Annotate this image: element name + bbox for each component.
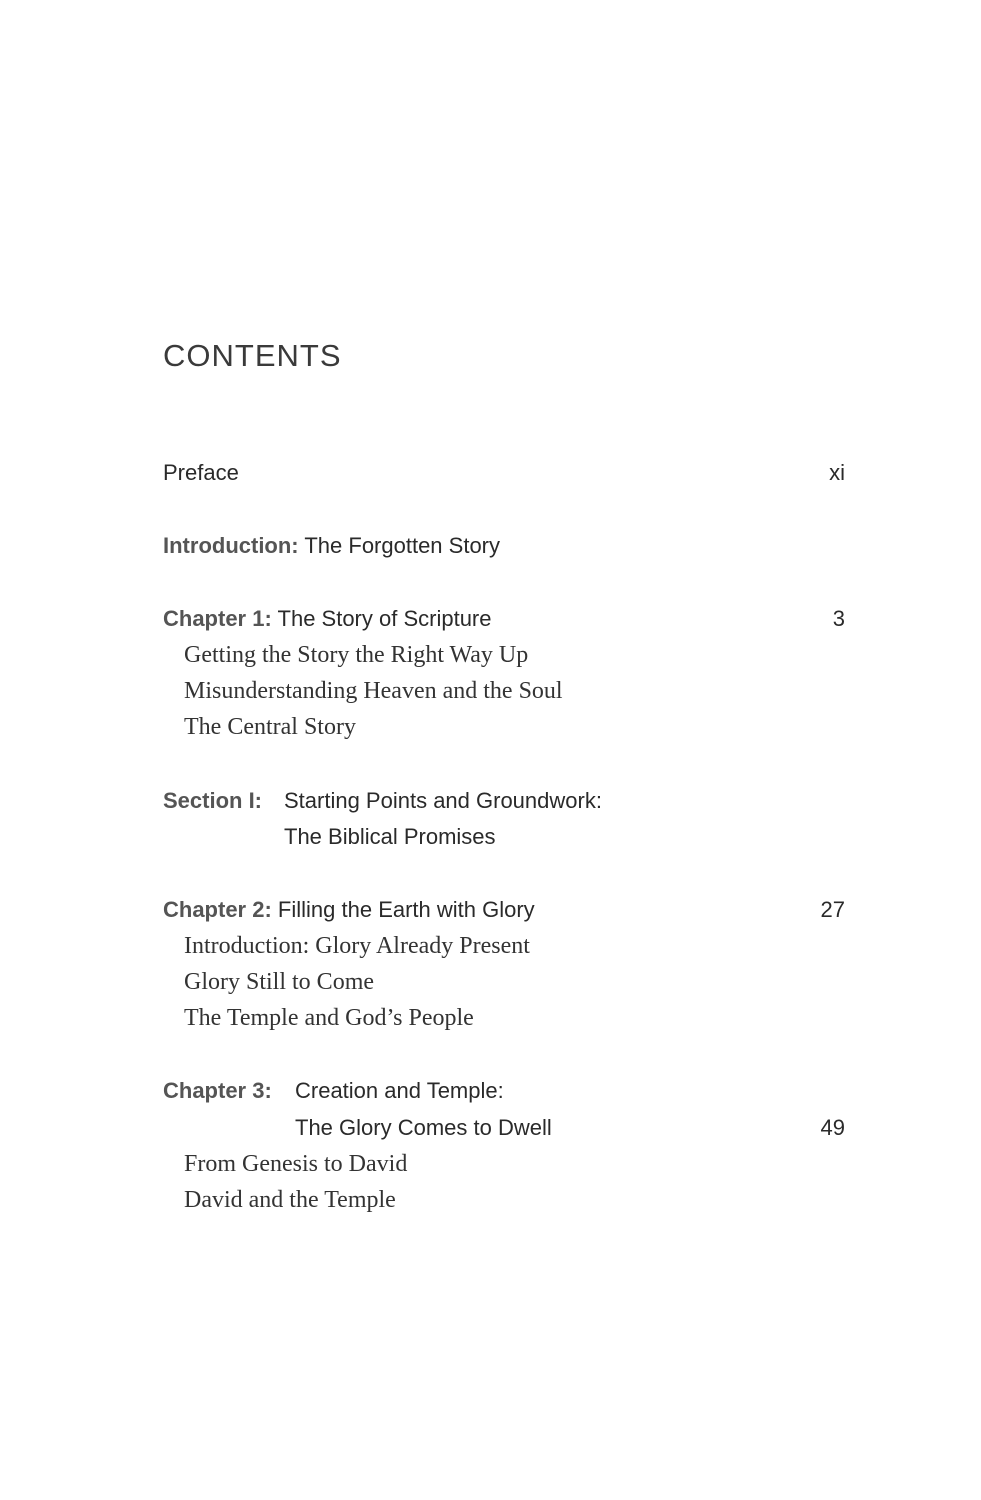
toc-label: Chapter 1: bbox=[163, 606, 272, 631]
toc-entry-introduction[interactable] bbox=[163, 531, 845, 561]
toc-page-number: 49 bbox=[820, 1115, 845, 1140]
toc-label: Introduction: bbox=[163, 533, 299, 558]
toc-title: The Glory Comes to Dwell bbox=[295, 1115, 552, 1140]
toc-page-number: 27 bbox=[820, 897, 845, 922]
toc-entry-preface[interactable] bbox=[163, 458, 845, 488]
toc-subsection[interactable]: Misunderstanding Heaven and the Soul bbox=[184, 678, 563, 704]
toc-subsection[interactable]: Introduction: Glory Already Present bbox=[184, 933, 530, 959]
toc-page-number: 3 bbox=[832, 606, 845, 631]
toc-title: The Story of Scripture bbox=[277, 606, 492, 631]
page-title: CONTENTS bbox=[163, 338, 342, 373]
toc-label: Chapter 3: bbox=[163, 1078, 272, 1103]
toc-subsection[interactable]: From Genesis to David bbox=[184, 1151, 408, 1177]
toc-subsection[interactable]: The Temple and God’s People bbox=[184, 1005, 474, 1031]
toc-subsection[interactable]: The Central Story bbox=[184, 714, 356, 740]
toc-subsection[interactable]: Getting the Story the Right Way Up bbox=[184, 642, 529, 668]
toc-entry-section-1[interactable] bbox=[163, 786, 845, 816]
toc-page-number: xi bbox=[829, 460, 845, 485]
toc-title: The Forgotten Story bbox=[304, 533, 501, 558]
toc-subsection[interactable]: Glory Still to Come bbox=[184, 969, 375, 995]
toc-title: Starting Points and Groundwork: bbox=[284, 788, 602, 813]
toc-title: Preface bbox=[163, 460, 239, 485]
toc-entry-chapter-2[interactable] bbox=[163, 895, 845, 925]
toc-subsection[interactable]: David and the Temple bbox=[184, 1187, 396, 1213]
toc-label: Chapter 2: bbox=[163, 897, 272, 922]
toc-title: The Biblical Promises bbox=[284, 824, 496, 849]
toc-entry-chapter-3[interactable] bbox=[163, 1076, 845, 1106]
toc-entry-chapter-3-continued bbox=[163, 1113, 845, 1143]
toc-entry-section-1-continued bbox=[163, 822, 845, 852]
toc-label: Section I: bbox=[163, 788, 263, 813]
toc-title: Filling the Earth with Glory bbox=[277, 897, 535, 922]
toc-title: Creation and Temple: bbox=[295, 1078, 504, 1103]
toc-entry-chapter-1[interactable] bbox=[163, 604, 845, 634]
